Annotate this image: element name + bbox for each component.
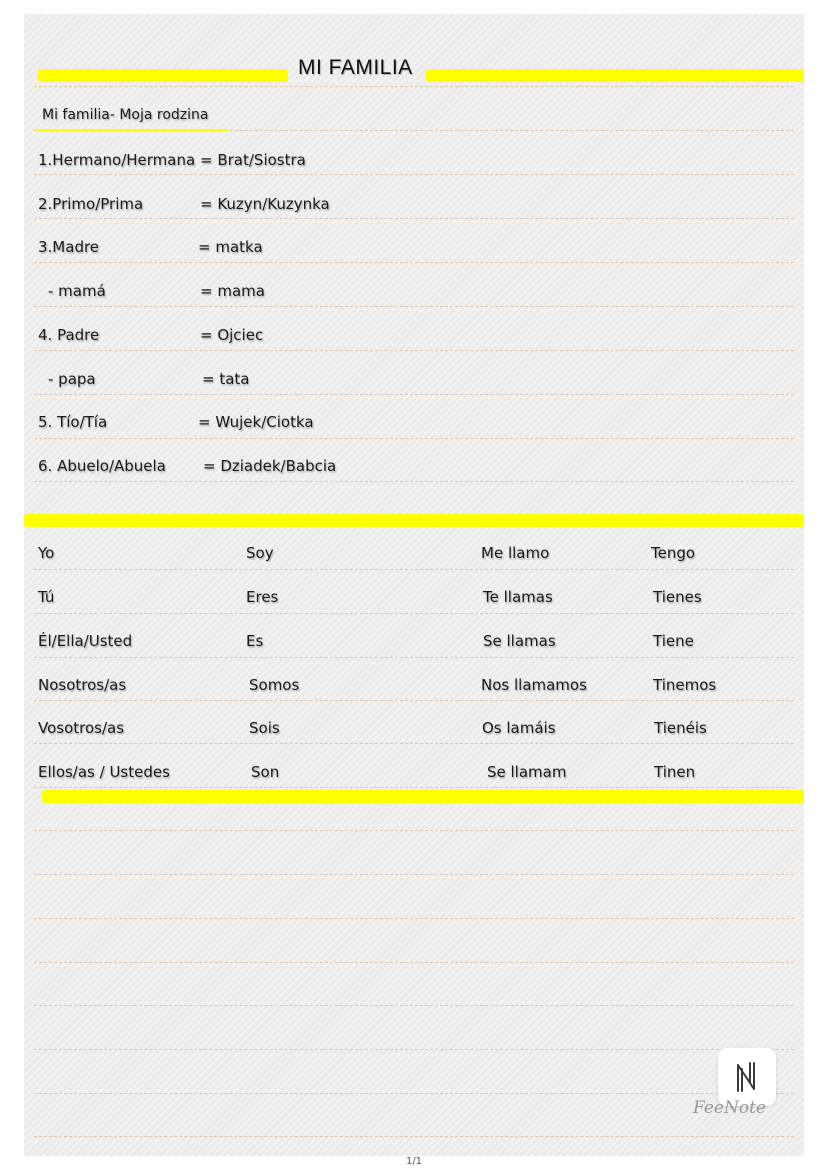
- page-rule: [34, 962, 794, 963]
- pronoun: Yo: [38, 544, 55, 562]
- brand-name: FeeNote: [693, 1098, 766, 1118]
- pronoun: Ellos/as / Ustedes: [38, 763, 170, 781]
- family-term-pl: = matka: [198, 238, 263, 256]
- page-indicator: 1/1: [405, 1156, 423, 1167]
- verb-tener: Tiene: [653, 632, 694, 650]
- page-rule: [34, 1136, 794, 1137]
- pronoun: Tú: [38, 588, 55, 606]
- page-rule: [34, 481, 794, 482]
- family-term-pl: = tata: [202, 370, 250, 388]
- family-term-pl: = Brat/Siostra: [200, 151, 306, 169]
- page-rule: [34, 218, 794, 219]
- page-rule: [34, 743, 794, 744]
- page-rule: [34, 438, 794, 439]
- family-term-pl: = Wujek/Ciotka: [198, 413, 314, 431]
- verb-ser: Es: [246, 632, 264, 650]
- highlight-bar-right: [426, 69, 804, 82]
- page-rule: [34, 394, 794, 395]
- notebook-page: [24, 14, 804, 1156]
- page-title: MI FAMILIA: [298, 56, 413, 79]
- pronoun: Vosotros/as: [38, 719, 125, 737]
- verb-llamarse: Os lamáis: [482, 719, 556, 737]
- verb-llamarse: Nos llamamos: [481, 676, 587, 694]
- page-rule: [34, 613, 794, 614]
- family-term-pl: = Ojciec: [200, 326, 264, 344]
- family-term-es: 4. Padre: [38, 326, 100, 344]
- page-rule: [34, 918, 794, 919]
- page-rule: [34, 174, 794, 175]
- family-term-es: 5. Tío/Tía: [38, 413, 108, 431]
- verb-tener: Tengo: [651, 544, 696, 562]
- page-rule: [34, 830, 794, 831]
- page-rule: [34, 306, 794, 307]
- highlight-bar-left: [38, 69, 288, 82]
- family-term-es: 6. Abuelo/Abuela: [38, 457, 166, 475]
- family-term-es: - papa: [48, 370, 96, 388]
- verb-tener: Tinen: [654, 763, 696, 781]
- verb-ser: Son: [251, 763, 280, 781]
- family-term-pl: = Dziadek/Babcia: [203, 457, 337, 475]
- verb-tener: Tinemos: [653, 676, 717, 694]
- page-rule: [34, 657, 794, 658]
- section-divider-highlight: [24, 514, 804, 527]
- page-rule: [34, 874, 794, 875]
- page-rule: [34, 86, 794, 87]
- verb-tener: Tienes: [653, 588, 702, 606]
- pronoun: Él/Ella/Usted: [38, 632, 133, 650]
- family-term-es: 2.Primo/Prima: [38, 195, 144, 213]
- verb-ser: Eres: [246, 588, 279, 606]
- page-rule: [34, 569, 794, 570]
- verb-llamarse: Se llamam: [487, 763, 567, 781]
- feenote-logo-icon: [730, 1059, 764, 1095]
- verb-llamarse: Me llamo: [481, 544, 550, 562]
- page-rule: [34, 700, 794, 701]
- pronoun: Nosotros/as: [38, 676, 127, 694]
- family-term-es: 1.Hermano/Hermana: [38, 151, 196, 169]
- verb-ser: Somos: [249, 676, 300, 694]
- section-end-highlight: [42, 790, 804, 803]
- subtitle-underline: [36, 129, 228, 131]
- subtitle: Mi familia- Moja rodzina: [42, 107, 209, 123]
- page-rule: [34, 1093, 794, 1094]
- verb-ser: Sois: [249, 719, 280, 737]
- verb-tener: Tienéis: [654, 719, 707, 737]
- verb-ser: Soy: [246, 544, 274, 562]
- page-rule: [34, 1049, 794, 1050]
- family-term-pl: = Kuzyn/Kuzynka: [200, 195, 330, 213]
- page-rule: [34, 350, 794, 351]
- verb-llamarse: Se llamas: [483, 632, 556, 650]
- family-term-es: 3.Madre: [38, 238, 100, 256]
- page-rule: [34, 787, 794, 788]
- page-rule: [34, 1005, 794, 1006]
- verb-llamarse: Te llamas: [483, 588, 553, 606]
- family-term-es: - mamá: [48, 282, 106, 300]
- page-rule: [34, 262, 794, 263]
- family-term-pl: = mama: [200, 282, 265, 300]
